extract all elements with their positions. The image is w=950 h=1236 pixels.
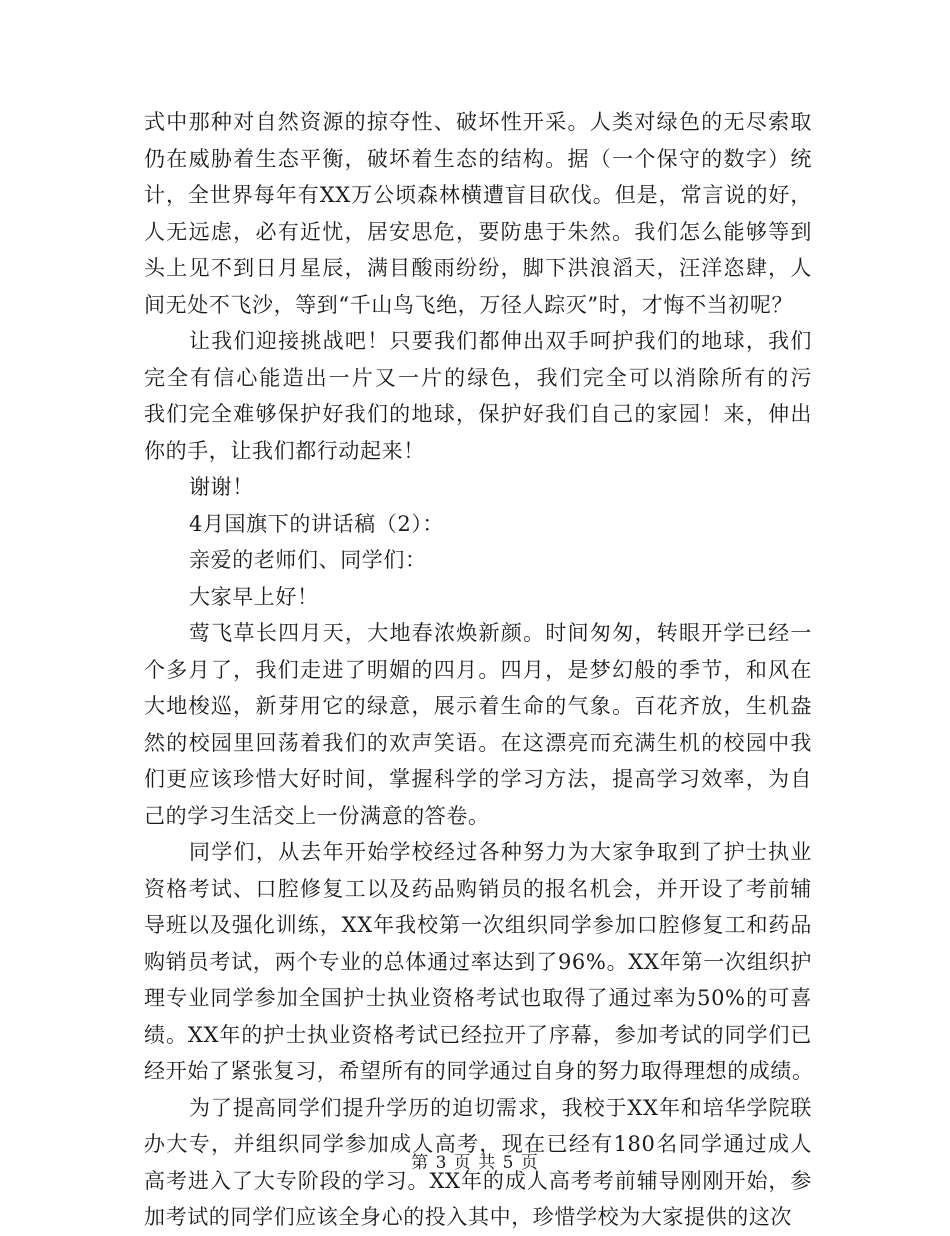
paragraph-line: 我们完全难够保护好我们的地球，保护好我们自己的家园！来，伸出	[144, 402, 812, 426]
paragraph-line: 你的手，让我们都行动起来！	[144, 438, 425, 463]
paragraph	[144, 579, 812, 616]
paragraph-line: 绩。XX年的护士执业资格考试已经拉开了序幕，参加考试的同学们已	[144, 1022, 812, 1047]
paragraph-line: 人无远虑，必有近忧，居安思危，要防患于朱然。我们怎么能够等到	[144, 219, 812, 244]
paragraph	[144, 615, 812, 834]
paragraph-line: 计，全世界每年有XX万公顷森林横遭盲目砍伐。但是，常言说的好，	[144, 183, 812, 207]
paragraph-line: 谢谢！	[189, 475, 254, 499]
paragraph	[144, 469, 812, 506]
paragraph-line: 经开始了紧张复习，希望所有的同学通过自身的努力取得理想的成绩。	[144, 1059, 814, 1083]
paragraph-line: 购销员考试，两个专业的总体通过率达到了96%。XX年第一次组织护	[144, 949, 812, 974]
page-footer: 第 3 页 共 5 页	[411, 1153, 539, 1173]
paragraph-line: 间无处不飞沙，等到“千山鸟飞绝，万径人踪灭”时，才悔不当初呢？	[144, 292, 794, 317]
paragraph	[144, 104, 812, 323]
paragraph-line: 4月国旗下的讲话稿（2）：	[189, 511, 445, 536]
paragraph-line: 仍在威胁着生态平衡，破坏着生态的结构。据（一个保守的数字）统	[144, 146, 812, 171]
paragraph-line: 亲爱的老师们、同学们：	[189, 548, 427, 572]
paragraph	[144, 834, 812, 1090]
paragraph-line: 加考试的同学们应该全身心的投入其中，珍惜学校为大家提供的这次	[144, 1205, 792, 1229]
paragraph-line: 为了提高同学们提升学历的迫切需求，我校于XX年和培华学院联	[189, 1095, 812, 1120]
paragraph-line: 个多月了，我们走进了明媚的四月。四月，是梦幻般的季节，和风在	[144, 657, 812, 682]
paragraph	[144, 542, 812, 579]
paragraph-line: 莺飞草长四月天，大地春浓焕新颜。时间匆匆，转眼开学已经一	[189, 621, 812, 645]
paragraph-line: 式中那种对自然资源的掠夺性、破坏性开采。人类对绿色的无尽索取	[144, 110, 812, 134]
paragraph-line: 然的校园里回荡着我们的欢声笑语。在这漂亮而充满生机的校园中我	[144, 730, 812, 755]
paragraph-line: 同学们，从去年开始学校经过各种努力为大家争取到了护士执业	[189, 840, 812, 864]
paragraph-line: 资格考试、口腔修复工以及药品购销员的报名机会，并开设了考前辅	[144, 876, 812, 901]
document-body	[144, 104, 812, 1236]
paragraph-line: 办大专，并组织同学参加成人高考，现在已经有180名同学通过成人	[144, 1132, 812, 1156]
paragraph	[144, 506, 812, 543]
paragraph-line: 完全有信心能造出一片又一片的绿色，我们完全可以消除所有的污	[144, 365, 812, 390]
paragraph-line: 大地梭巡，新芽用它的绿意，展示着生命的气象。百花齐放，生机盎	[144, 694, 812, 718]
paragraph-line: 头上见不到日月星辰，满目酸雨纷纷，脚下洪浪滔天，汪洋恣肆，人	[144, 256, 812, 280]
paragraph-line: 导班以及强化训练，XX年我校第一次组织同学参加口腔修复工和药品	[144, 913, 812, 937]
paragraph-line: 己的学习生活交上一份满意的答卷。	[144, 803, 490, 828]
paragraph-line: 们更应该珍惜大好时间，掌握科学的学习方法，提高学习效率，为自	[144, 767, 812, 791]
paragraph-line: 高考进入了大专阶段的学习。XX年的成人高考考前辅导刚刚开始，参	[144, 1168, 812, 1193]
paragraph-line: 理专业同学参加全国护士执业资格考试也取得了通过率为50%的可喜	[144, 986, 812, 1010]
paragraph	[144, 323, 812, 469]
paragraph-line: 大家早上好！	[189, 584, 319, 609]
paragraph-line: 让我们迎接挑战吧！只要我们都伸出双手呵护我们的地球，我们	[189, 329, 812, 353]
